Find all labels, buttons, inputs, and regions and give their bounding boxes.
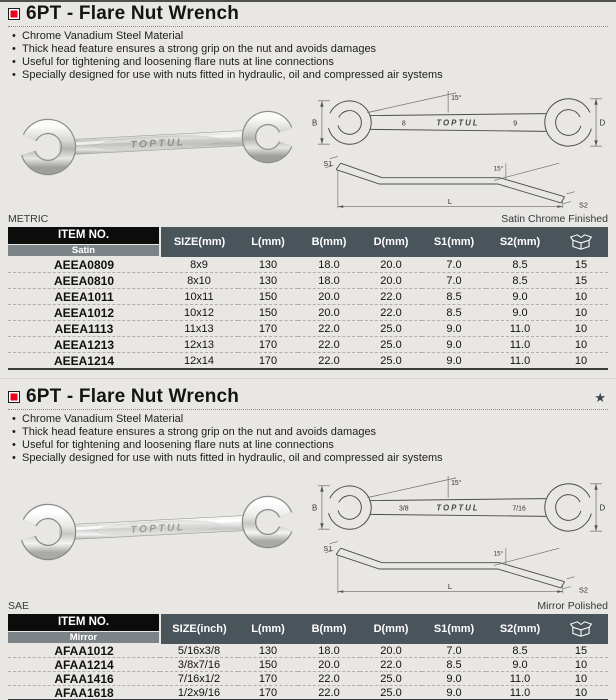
spec-cell: 8.5: [512, 259, 528, 271]
table-row: [8, 353, 608, 370]
wrench-photo: [8, 84, 310, 212]
spec-cell: 5/16x3/8: [177, 644, 221, 657]
dim-label-b: B: [312, 502, 318, 512]
table-row: [8, 337, 608, 353]
spec-cell: 8.5: [512, 644, 528, 657]
spec-cell: 10: [554, 321, 608, 337]
spec-cell: 25.0: [360, 672, 422, 686]
spec-cell: 25.0: [360, 686, 422, 700]
feature-item: • Useful for tightening and loosening flare nuts at line connections: [12, 56, 608, 69]
table-row: [8, 305, 608, 321]
spec-cell: 9.0: [486, 658, 554, 672]
angle-label: 15°: [493, 164, 504, 172]
item-no-header: [8, 227, 160, 257]
item-no-cell: AEEA1012: [8, 305, 160, 321]
column-header-size: SIZE(mm): [160, 227, 238, 257]
wrench-side-view-diagram: [310, 156, 606, 212]
spec-cell: 9.0: [422, 337, 486, 353]
section-title: 6PT - Flare Nut Wrench: [26, 386, 240, 407]
table-row: [8, 321, 608, 337]
spec-cell: 9.0: [422, 321, 486, 337]
section-title-row: [8, 4, 608, 27]
package-box-icon: [554, 227, 608, 257]
spec-cell: 20.0: [380, 644, 402, 657]
spec-cell: 150: [238, 305, 298, 321]
section-title-row: [8, 387, 608, 410]
spec-cell: 10x12: [160, 305, 238, 321]
spec-cell: 170: [238, 686, 298, 700]
dim-label-d: D: [599, 117, 606, 127]
spec-cell: 11x13: [160, 321, 238, 337]
angle-label: 15°: [451, 479, 462, 487]
column-header-s1: S1(mm): [422, 614, 486, 644]
feature-item: • Thick head feature ensures a strong grip on the nut and avoids damages: [12, 426, 608, 439]
feature-item: • Thick head feature ensures a strong grip on the nut and avoids damages: [12, 43, 608, 56]
item-no-header: [8, 614, 160, 644]
dim-label-b: B: [312, 117, 318, 127]
spec-cell: 8.5: [422, 658, 486, 672]
spec-cell: 170: [238, 353, 298, 370]
wrench-photo-svg: [8, 89, 308, 207]
spec-cell: 10: [554, 658, 608, 672]
column-header-b: B(mm): [298, 614, 360, 644]
red-square-bullet: [8, 8, 20, 20]
table-row: [8, 672, 608, 686]
unit-label: METRIC: [8, 213, 49, 225]
spec-cell: 18.0: [318, 259, 340, 271]
spec-cell: 10: [554, 289, 608, 305]
spec-table-sae: [8, 614, 608, 700]
spec-cell: 12x14: [160, 353, 238, 370]
unit-label: SAE: [8, 600, 30, 612]
engraved-brand: TOPTUL: [130, 137, 186, 151]
column-header-d: D(mm): [360, 614, 422, 644]
item-no-cell: AFAA1214: [8, 658, 160, 672]
column-header-size: SIZE(inch): [160, 614, 238, 644]
spec-cell: 15: [554, 273, 608, 289]
red-square-bullet: [8, 391, 20, 403]
table-row: [8, 289, 608, 305]
spec-cell: 8.5: [486, 273, 554, 289]
item-no-cell: AEEA1214: [8, 353, 160, 370]
spec-cell: 130: [238, 273, 298, 289]
feature-list: [12, 413, 608, 465]
item-no-header-label: ITEM NO.: [8, 227, 159, 244]
item-no-cell: AEEA1011: [8, 289, 160, 305]
column-header-qty: [554, 614, 608, 644]
table-row: [8, 658, 608, 672]
size-right-label: 7/16: [512, 504, 526, 512]
feature-item: • Chrome Vanadium Steel Material: [12, 30, 608, 43]
section-title: 6PT - Flare Nut Wrench: [26, 3, 240, 24]
spec-cell: 11.0: [486, 353, 554, 370]
spec-cell: 3/8x7/16: [160, 658, 238, 672]
column-header-s2: S2(mm): [486, 227, 554, 257]
spec-cell: 22.0: [298, 321, 360, 337]
spec-cell: 11.0: [486, 672, 554, 686]
spec-cell: 7.0: [446, 259, 462, 271]
item-no-cell: AFAA1012: [54, 643, 114, 658]
spec-cell: 25.0: [360, 337, 422, 353]
item-no-cell: AEEA0809: [53, 258, 115, 272]
spec-cell: 8.5: [422, 305, 486, 321]
wrench-photo: [8, 467, 310, 599]
diagram-box: [310, 84, 608, 212]
wrench-side-view-diagram: [310, 541, 606, 597]
spec-cell: 11.0: [486, 321, 554, 337]
table-row: [8, 644, 608, 658]
section-metric: [0, 4, 616, 370]
spec-cell: 20.0: [380, 259, 402, 271]
diagram-brand: TOPTUL: [436, 117, 480, 127]
size-left-label: 8: [401, 119, 406, 127]
spec-cell: 11.0: [486, 337, 554, 353]
spec-cell: 9.0: [486, 289, 554, 305]
spec-cell: 8.5: [422, 289, 486, 305]
item-no-cell: AFAA1416: [8, 672, 160, 686]
item-finish-subheader: Mirror: [8, 632, 159, 643]
size-right-label: 9: [513, 119, 518, 127]
column-header-d: D(mm): [360, 227, 422, 257]
spec-cell: 130: [258, 644, 278, 657]
finish-label: Satin Chrome Finished: [501, 213, 608, 225]
spec-cell: 8x10: [160, 273, 238, 289]
spec-cell: 130: [258, 259, 278, 271]
spec-cell: 10: [554, 672, 608, 686]
dim-label-s2: S2: [579, 199, 588, 209]
spec-cell: 12x13: [160, 337, 238, 353]
spec-cell: 22.0: [298, 353, 360, 370]
feature-item: • Specially designed for use with nuts fitted in hydraulic, oil and compressed air systems: [12, 69, 608, 82]
spec-cell: 20.0: [360, 273, 422, 289]
spec-cell: 170: [238, 337, 298, 353]
dim-label-l: L: [447, 581, 452, 591]
spec-cell: 22.0: [298, 672, 360, 686]
spec-cell: 20.0: [298, 658, 360, 672]
table-row: [8, 273, 608, 289]
spec-cell: 1/2x9/16: [160, 686, 238, 700]
spec-cell: 18.0: [298, 273, 360, 289]
column-header-l: L(mm): [238, 614, 298, 644]
spec-cell: 22.0: [360, 658, 422, 672]
wrench-top-view-diagram: [310, 470, 606, 541]
spec-cell: 25.0: [360, 353, 422, 370]
spec-cell: 20.0: [298, 289, 360, 305]
spec-cell: 11.0: [486, 686, 554, 700]
spec-cell: 10: [554, 337, 608, 353]
spec-cell: 9.0: [422, 353, 486, 370]
spec-cell: 9.0: [422, 686, 486, 700]
column-header-s2: S2(mm): [486, 614, 554, 644]
spec-cell: 18.0: [318, 644, 340, 657]
dim-label-d: D: [599, 502, 606, 512]
item-no-cell: AEEA1113: [8, 321, 160, 337]
spec-cell: 15: [574, 259, 588, 271]
spec-cell: 9.0: [486, 305, 554, 321]
column-header-l: L(mm): [238, 227, 298, 257]
dim-label-s1: S1: [323, 158, 333, 168]
package-box-icon: [554, 614, 608, 644]
spec-cell: 9.0: [422, 672, 486, 686]
item-no-cell: AFAA1618: [8, 686, 160, 700]
wrench-photo-svg: [8, 474, 308, 592]
media-row: [8, 84, 608, 212]
spec-cell: 22.0: [360, 305, 422, 321]
section-sae: [0, 378, 616, 700]
dim-label-s2: S2: [579, 584, 588, 594]
spec-cell: 22.0: [360, 289, 422, 305]
spec-cell: 7/16x1/2: [160, 672, 238, 686]
diagram-brand: TOPTUL: [436, 502, 480, 512]
spec-table-metric: [8, 227, 608, 370]
spec-cell: 15: [574, 644, 588, 657]
angle-label: 15°: [451, 94, 462, 102]
media-row: [8, 467, 608, 599]
item-no-cell: AEEA1213: [8, 337, 160, 353]
spec-cell: 150: [238, 658, 298, 672]
spec-cell: 10: [554, 305, 608, 321]
angle-label: 15°: [493, 549, 504, 557]
table-row: [8, 686, 608, 700]
wrench-top-view-diagram: [310, 85, 606, 156]
table-label-row: [8, 600, 608, 613]
table-label-row: [8, 213, 608, 226]
spec-cell: 25.0: [360, 321, 422, 337]
finish-label: Mirror Polished: [537, 600, 608, 612]
column-header-b: B(mm): [298, 227, 360, 257]
table-row: [8, 257, 608, 273]
star-icon: ★: [594, 389, 606, 405]
spec-cell: 10x11: [160, 289, 238, 305]
feature-item: • Specially designed for use with nuts fitted in hydraulic, oil and compressed air systems: [12, 452, 608, 465]
column-header-qty: [554, 227, 608, 257]
spec-cell: 150: [238, 289, 298, 305]
size-left-label: 3/8: [398, 504, 409, 512]
item-finish-subheader: Satin: [8, 245, 159, 256]
diagram-box: [310, 467, 608, 599]
column-header-s1: S1(mm): [422, 227, 486, 257]
engraved-brand: TOPTUL: [130, 522, 186, 536]
spec-cell: 8x9: [190, 259, 208, 271]
dim-label-l: L: [447, 196, 452, 206]
spec-cell: 7.0: [422, 273, 486, 289]
item-no-header-label: ITEM NO.: [8, 614, 159, 631]
feature-list: [12, 30, 608, 82]
spec-cell: 170: [238, 321, 298, 337]
spec-cell: 22.0: [298, 337, 360, 353]
item-no-cell: AEEA0810: [8, 273, 160, 289]
spec-cell: 7.0: [446, 644, 462, 657]
dim-label-s1: S1: [323, 543, 333, 553]
feature-item: • Chrome Vanadium Steel Material: [12, 413, 608, 426]
spec-cell: 170: [238, 672, 298, 686]
spec-cell: 10: [554, 353, 608, 370]
spec-cell: 22.0: [298, 686, 360, 700]
spec-cell: 10: [554, 686, 608, 700]
feature-item: • Useful for tightening and loosening flare nuts at line connections: [12, 439, 608, 452]
spec-cell: 20.0: [298, 305, 360, 321]
